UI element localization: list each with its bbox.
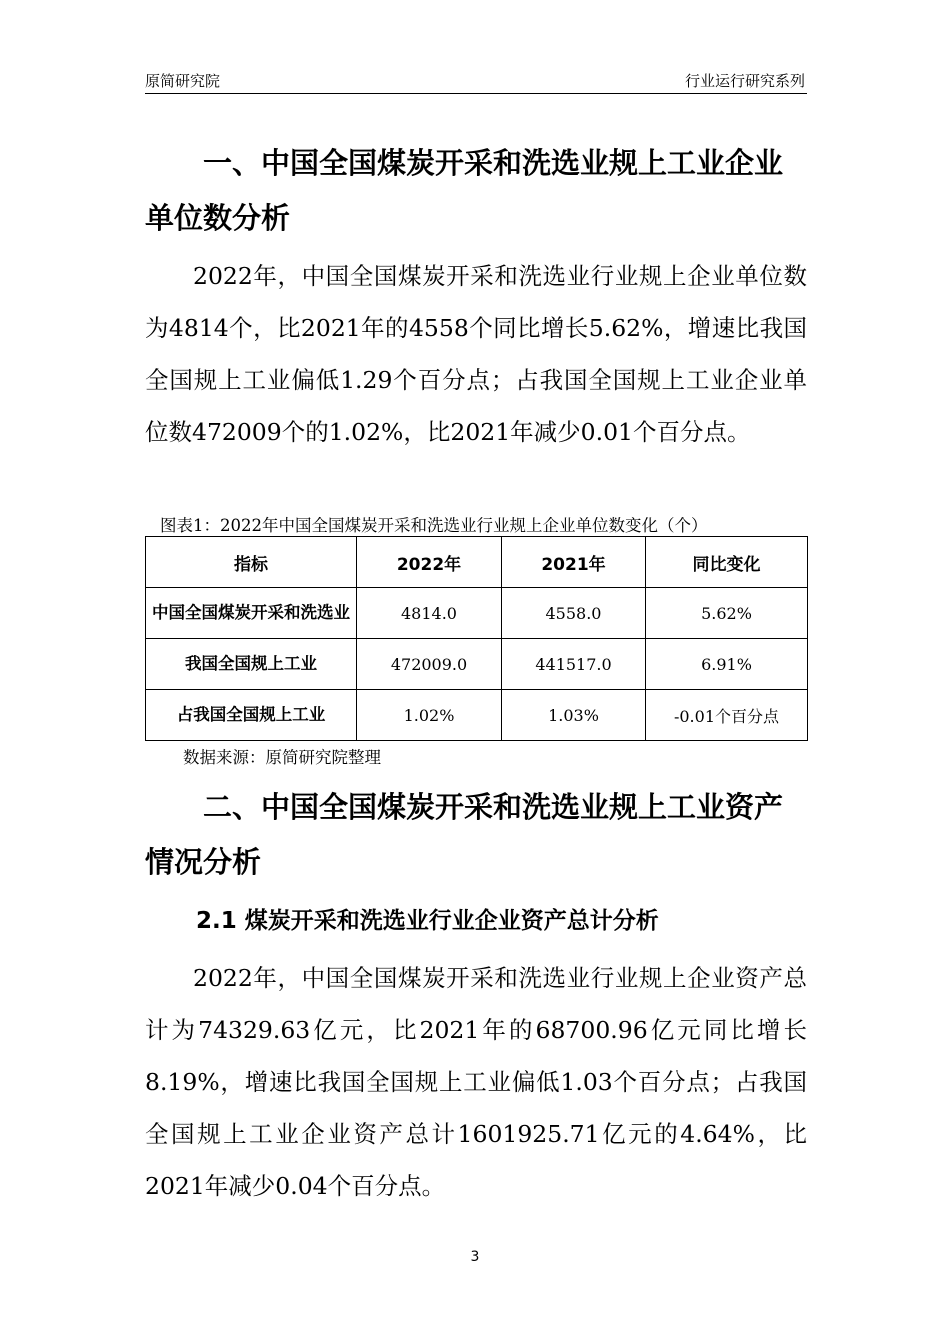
table-header-row xyxy=(146,537,808,588)
table-header-cell: 2022年 xyxy=(357,537,502,588)
table-row-label: 占我国全国规上工业 xyxy=(146,690,357,741)
table-cell: 1.03% xyxy=(502,690,646,741)
table-caption: 图表1：2022年中国全国煤炭开采和洗选业行业规上企业单位数变化（个） xyxy=(160,516,708,535)
table-header-cell: 指标 xyxy=(146,537,357,588)
header-series-title: 行业运行研究系列 xyxy=(684,72,805,90)
section2-paragraph: 2022年，中国全国煤炭开采和洗选业行业规上企业资产总计为74329.63亿元，比2021年的68700.96亿元同比增长8.19%，增速比我国全国规上工业偏低1.03个百分点；占我国全国规上工业企业资产总计1601925.71亿元的4.64%，比2021年减少0.04个百分点。 xyxy=(145,964,807,1200)
table-cell: 5.62% xyxy=(646,588,808,639)
page-number: 3 xyxy=(470,1249,480,1265)
section1-heading: 一、中国全国煤炭开采和洗选业规上工业企业单位数分析 xyxy=(145,146,784,235)
header-org-name: 原简研究院 xyxy=(145,72,221,90)
table-row-label: 我国全国规上工业 xyxy=(146,639,357,690)
section2-heading: 二、中国全国煤炭开采和洗选业规上工业资产情况分析 xyxy=(145,790,784,879)
table-cell: 1.02% xyxy=(357,690,502,741)
section2-subheading: 2.1 煤炭开采和洗选业行业企业资产总计分析 xyxy=(196,908,659,934)
table-cell: 441517.0 xyxy=(502,639,646,690)
table-cell: 472009.0 xyxy=(357,639,502,690)
table-cell: -0.01个百分点 xyxy=(646,690,808,741)
table-header-cell: 同比变化 xyxy=(646,537,808,588)
table-row-label: 中国全国煤炭开采和洗选业 xyxy=(146,588,357,639)
table-source-note: 数据来源：原简研究院整理 xyxy=(183,748,381,767)
section1-paragraph: 2022年，中国全国煤炭开采和洗选业行业规上企业单位数为4814个，比2021年的4558个同比增长5.62%，增速比我国全国规上工业偏低1.29个百分点；占我国全国规上工业企业单位数472009个的1.02%，比2021年减少0.01个百分点。 xyxy=(145,262,807,446)
table-row xyxy=(146,639,808,690)
table-row xyxy=(146,588,808,639)
enterprise-count-table xyxy=(145,536,808,741)
table-row xyxy=(146,690,808,741)
table-header-cell: 2021年 xyxy=(502,537,646,588)
header-rule xyxy=(145,93,807,94)
table-cell: 4814.0 xyxy=(357,588,502,639)
table-cell: 6.91% xyxy=(646,639,808,690)
table-cell: 4558.0 xyxy=(502,588,646,639)
